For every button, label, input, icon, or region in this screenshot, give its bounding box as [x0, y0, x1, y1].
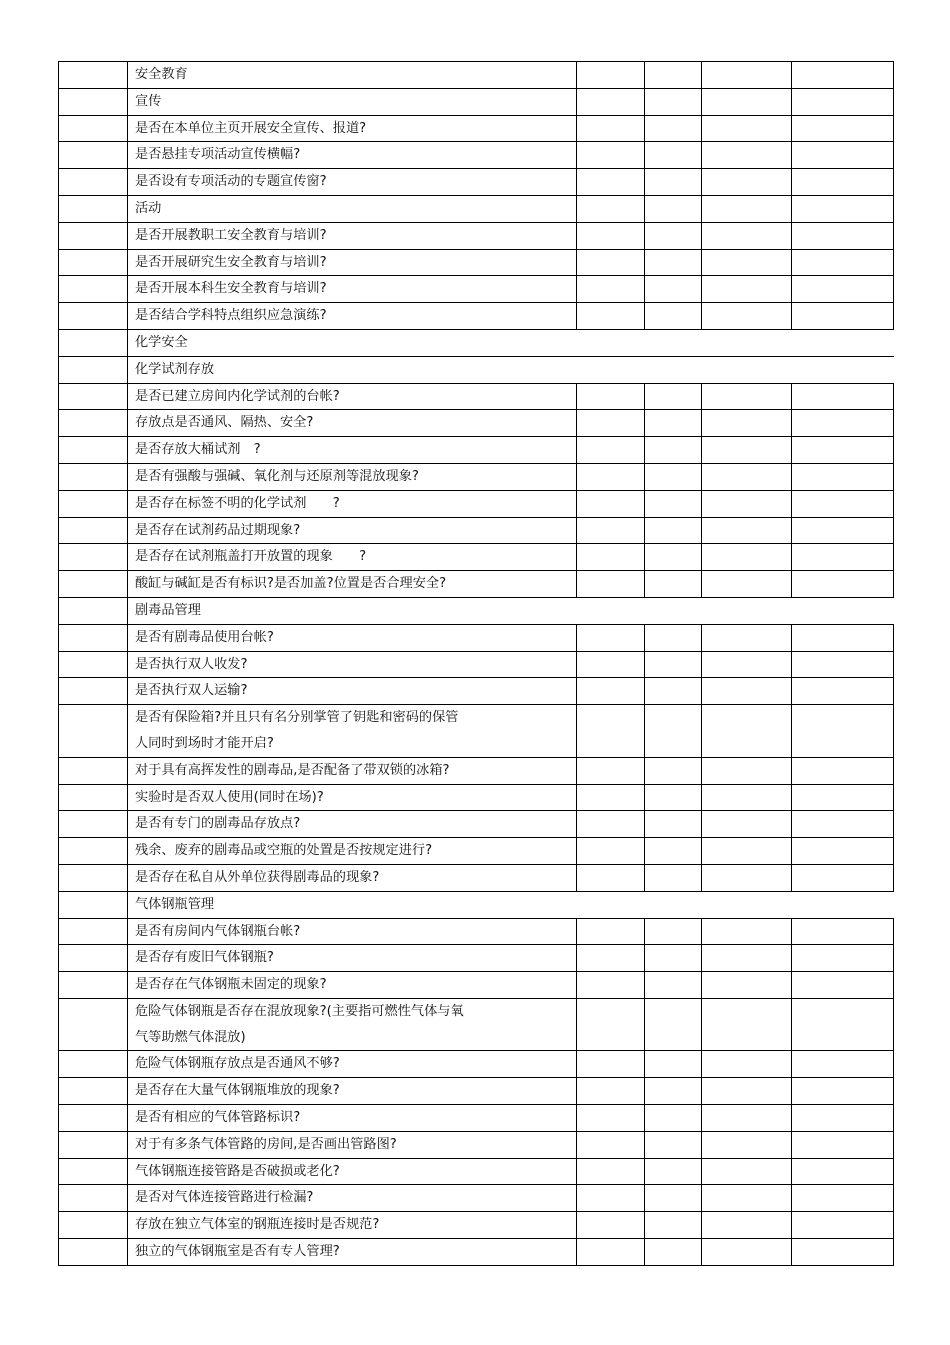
section-heading: 气体钢瓶管理	[128, 891, 894, 918]
table-row	[59, 115, 894, 142]
result-cell-4[interactable]	[792, 811, 894, 838]
check-item-text: 活动	[128, 195, 577, 222]
result-cell-1[interactable]	[577, 784, 645, 811]
result-cell-1[interactable]	[577, 195, 645, 222]
check-item-text: 是否有房间内气体钢瓶台帐?	[128, 918, 577, 945]
table-row	[59, 383, 894, 410]
result-cell-4[interactable]	[792, 757, 894, 784]
result-cell-1[interactable]	[577, 998, 645, 1051]
check-item-text: 对于具有高挥发性的剧毒品,是否配备了带双锁的冰箱?	[128, 757, 577, 784]
result-cell-1[interactable]	[577, 142, 645, 169]
row-index-cell	[59, 864, 128, 891]
result-cell-2[interactable]	[645, 1239, 702, 1266]
result-cell-4[interactable]	[792, 1051, 894, 1078]
result-cell-1[interactable]	[577, 1105, 645, 1132]
table-row	[59, 864, 894, 891]
check-item-text: 是否已建立房间内化学试剂的台帐?	[128, 383, 577, 410]
check-item-text: 危险气体钢瓶存放点是否通风不够?	[128, 1051, 577, 1078]
check-item-text: 是否存在试剂药品过期现象?	[128, 517, 577, 544]
result-cell-4[interactable]	[792, 651, 894, 678]
result-cell-3[interactable]	[702, 1239, 792, 1266]
result-cell-4[interactable]	[792, 276, 894, 303]
row-index-cell	[59, 571, 128, 598]
result-cell-4[interactable]	[792, 169, 894, 196]
row-index-cell	[59, 222, 128, 249]
row-index-cell	[59, 249, 128, 276]
result-cell-1[interactable]	[577, 249, 645, 276]
row-index-cell	[59, 998, 128, 1051]
result-cell-3[interactable]	[702, 864, 792, 891]
result-cell-3[interactable]	[702, 1212, 792, 1239]
check-item-text: 是否存在私自从外单位获得剧毒品的现象?	[128, 864, 577, 891]
result-cell-1[interactable]	[577, 1078, 645, 1105]
result-cell-4[interactable]	[792, 998, 894, 1051]
check-item-text: 是否对气体连接管路进行检漏?	[128, 1185, 577, 1212]
result-cell-2[interactable]	[645, 1051, 702, 1078]
check-item-text: 是否执行双人运输?	[128, 678, 577, 705]
check-item-text: 气体钢瓶连接管路是否破损或老化?	[128, 1158, 577, 1185]
result-cell-4[interactable]	[792, 1212, 894, 1239]
result-cell-4[interactable]	[792, 678, 894, 705]
row-index-cell	[59, 329, 128, 356]
result-cell-3[interactable]	[702, 222, 792, 249]
check-item-text: 是否悬挂专项活动宣传横幅?	[128, 142, 577, 169]
result-cell-1[interactable]	[577, 1212, 645, 1239]
result-cell-2[interactable]	[645, 945, 702, 972]
check-item-text: 安全教育	[128, 62, 577, 89]
table-row	[59, 624, 894, 651]
result-cell-4[interactable]	[792, 705, 894, 758]
result-cell-2[interactable]	[645, 88, 702, 115]
table-row	[59, 437, 894, 464]
result-cell-2[interactable]	[645, 998, 702, 1051]
result-cell-3[interactable]	[702, 517, 792, 544]
result-cell-3[interactable]	[702, 88, 792, 115]
check-item-text: 存放点是否通风、隔热、安全?	[128, 410, 577, 437]
result-cell-4[interactable]	[792, 490, 894, 517]
row-index-cell	[59, 624, 128, 651]
result-cell-2[interactable]	[645, 1158, 702, 1185]
result-cell-4[interactable]	[792, 1131, 894, 1158]
result-cell-3[interactable]	[702, 544, 792, 571]
result-cell-1[interactable]	[577, 410, 645, 437]
row-index-cell	[59, 1051, 128, 1078]
table-row	[59, 249, 894, 276]
result-cell-3[interactable]	[702, 115, 792, 142]
result-cell-1[interactable]	[577, 463, 645, 490]
result-cell-1[interactable]	[577, 115, 645, 142]
result-cell-4[interactable]	[792, 571, 894, 598]
check-item-text: 残余、废弃的剧毒品或空瓶的处置是否按规定进行?	[128, 838, 577, 865]
result-cell-3[interactable]	[702, 624, 792, 651]
table-row	[59, 918, 894, 945]
result-cell-4[interactable]	[792, 838, 894, 865]
result-cell-2[interactable]	[645, 1131, 702, 1158]
check-item-text: 是否存在标签不明的化学试剂 ?	[128, 490, 577, 517]
table-row	[59, 1105, 894, 1132]
result-cell-3[interactable]	[702, 705, 792, 758]
result-cell-3[interactable]	[702, 383, 792, 410]
result-cell-4[interactable]	[792, 303, 894, 330]
table-row	[59, 1212, 894, 1239]
result-cell-2[interactable]	[645, 410, 702, 437]
result-cell-1[interactable]	[577, 1239, 645, 1266]
result-cell-3[interactable]	[702, 651, 792, 678]
row-index-cell	[59, 1212, 128, 1239]
check-item-text: 是否开展教职工安全教育与培训?	[128, 222, 577, 249]
result-cell-2[interactable]	[645, 678, 702, 705]
table-row	[59, 811, 894, 838]
check-item-text: 是否有相应的气体管路标识?	[128, 1105, 577, 1132]
result-cell-3[interactable]	[702, 169, 792, 196]
result-cell-1[interactable]	[577, 490, 645, 517]
result-cell-4[interactable]	[792, 410, 894, 437]
result-cell-1[interactable]	[577, 757, 645, 784]
table-row	[59, 169, 894, 196]
row-index-cell	[59, 437, 128, 464]
check-item-text: 宣传	[128, 88, 577, 115]
row-index-cell	[59, 757, 128, 784]
check-item-text: 是否结合学科特点组织应急演练?	[128, 303, 577, 330]
result-cell-3[interactable]	[702, 437, 792, 464]
row-index-cell	[59, 62, 128, 89]
result-cell-2[interactable]	[645, 383, 702, 410]
result-cell-3[interactable]	[702, 1131, 792, 1158]
row-index-cell	[59, 811, 128, 838]
result-cell-1[interactable]	[577, 303, 645, 330]
result-cell-3[interactable]	[702, 463, 792, 490]
result-cell-1[interactable]	[577, 222, 645, 249]
result-cell-4[interactable]	[792, 918, 894, 945]
row-index-cell	[59, 784, 128, 811]
table-row	[59, 1158, 894, 1185]
result-cell-2[interactable]	[645, 142, 702, 169]
row-index-cell	[59, 838, 128, 865]
result-cell-1[interactable]	[577, 383, 645, 410]
result-cell-2[interactable]	[645, 864, 702, 891]
result-cell-2[interactable]	[645, 784, 702, 811]
result-cell-3[interactable]	[702, 195, 792, 222]
result-cell-3[interactable]	[702, 303, 792, 330]
result-cell-2[interactable]	[645, 1105, 702, 1132]
result-cell-4[interactable]	[792, 1185, 894, 1212]
result-cell-3[interactable]	[702, 490, 792, 517]
row-index-cell	[59, 891, 128, 918]
result-cell-4[interactable]	[792, 624, 894, 651]
result-cell-2[interactable]	[645, 463, 702, 490]
result-cell-4[interactable]	[792, 195, 894, 222]
table-row	[59, 88, 894, 115]
table-row	[59, 222, 894, 249]
result-cell-2[interactable]	[645, 838, 702, 865]
result-cell-2[interactable]	[645, 1212, 702, 1239]
row-index-cell	[59, 597, 128, 624]
row-index-cell	[59, 303, 128, 330]
row-index-cell	[59, 1239, 128, 1266]
check-item-text: 是否有保险箱?并且只有名分别掌管了钥匙和密码的保管 人同时到场时才能开启?	[128, 705, 577, 758]
check-item-text: 是否存在试剂瓶盖打开放置的现象 ?	[128, 544, 577, 571]
table-row	[59, 1078, 894, 1105]
result-cell-2[interactable]	[645, 624, 702, 651]
result-cell-2[interactable]	[645, 490, 702, 517]
table-row	[59, 517, 894, 544]
section-row	[59, 891, 894, 918]
result-cell-2[interactable]	[645, 757, 702, 784]
result-cell-4[interactable]	[792, 945, 894, 972]
result-cell-4[interactable]	[792, 517, 894, 544]
result-cell-3[interactable]	[702, 1185, 792, 1212]
row-index-cell	[59, 276, 128, 303]
result-cell-2[interactable]	[645, 544, 702, 571]
result-cell-3[interactable]	[702, 1105, 792, 1132]
row-index-cell	[59, 142, 128, 169]
table-row	[59, 838, 894, 865]
result-cell-4[interactable]	[792, 784, 894, 811]
table-row	[59, 998, 894, 1051]
result-cell-4[interactable]	[792, 544, 894, 571]
result-cell-2[interactable]	[645, 249, 702, 276]
result-cell-1[interactable]	[577, 678, 645, 705]
result-cell-4[interactable]	[792, 62, 894, 89]
row-index-cell	[59, 383, 128, 410]
result-cell-1[interactable]	[577, 544, 645, 571]
table-row	[59, 705, 894, 758]
result-cell-3[interactable]	[702, 838, 792, 865]
result-cell-1[interactable]	[577, 169, 645, 196]
check-item-text: 存放在独立气体室的钢瓶连接时是否规范?	[128, 1212, 577, 1239]
table-row	[59, 1051, 894, 1078]
result-cell-3[interactable]	[702, 62, 792, 89]
row-index-cell	[59, 1078, 128, 1105]
result-cell-1[interactable]	[577, 276, 645, 303]
result-cell-4[interactable]	[792, 383, 894, 410]
row-index-cell	[59, 115, 128, 142]
result-cell-1[interactable]	[577, 1131, 645, 1158]
table-row	[59, 410, 894, 437]
result-cell-2[interactable]	[645, 303, 702, 330]
check-item-text: 独立的气体钢瓶室是否有专人管理?	[128, 1239, 577, 1266]
result-cell-2[interactable]	[645, 811, 702, 838]
result-cell-3[interactable]	[702, 918, 792, 945]
result-cell-2[interactable]	[645, 972, 702, 999]
result-cell-4[interactable]	[792, 222, 894, 249]
section-heading: 化学试剂存放	[128, 356, 894, 383]
table-row	[59, 571, 894, 598]
row-index-cell	[59, 1105, 128, 1132]
table-row	[59, 678, 894, 705]
section-heading: 化学安全	[128, 329, 894, 356]
check-item-text: 危险气体钢瓶是否存在混放现象?(主要指可燃性气体与氧 气等助燃气体混放)	[128, 998, 577, 1051]
result-cell-3[interactable]	[702, 571, 792, 598]
result-cell-1[interactable]	[577, 972, 645, 999]
result-cell-1[interactable]	[577, 1158, 645, 1185]
check-item-text: 是否有强酸与强碱、氧化剂与还原剂等混放现象?	[128, 463, 577, 490]
table-row	[59, 544, 894, 571]
check-item-text: 是否开展研究生安全教育与培训?	[128, 249, 577, 276]
row-index-cell	[59, 1131, 128, 1158]
result-cell-2[interactable]	[645, 195, 702, 222]
result-cell-1[interactable]	[577, 1051, 645, 1078]
table-row	[59, 276, 894, 303]
row-index-cell	[59, 945, 128, 972]
result-cell-4[interactable]	[792, 88, 894, 115]
row-index-cell	[59, 651, 128, 678]
result-cell-2[interactable]	[645, 1185, 702, 1212]
result-cell-1[interactable]	[577, 651, 645, 678]
check-item-text: 对于有多条气体管路的房间,是否画出管路图?	[128, 1131, 577, 1158]
table-row	[59, 62, 894, 89]
check-item-text: 是否存放大桶试剂 ?	[128, 437, 577, 464]
row-index-cell	[59, 972, 128, 999]
table-row	[59, 651, 894, 678]
result-cell-4[interactable]	[792, 437, 894, 464]
result-cell-4[interactable]	[792, 1239, 894, 1266]
safety-checklist-table	[58, 61, 894, 1266]
result-cell-4[interactable]	[792, 142, 894, 169]
result-cell-1[interactable]	[577, 88, 645, 115]
row-index-cell	[59, 678, 128, 705]
result-cell-1[interactable]	[577, 811, 645, 838]
result-cell-4[interactable]	[792, 1158, 894, 1185]
section-heading: 剧毒品管理	[128, 597, 894, 624]
check-item-text: 是否有专门的剧毒品存放点?	[128, 811, 577, 838]
table-row	[59, 1131, 894, 1158]
row-index-cell	[59, 517, 128, 544]
result-cell-3[interactable]	[702, 811, 792, 838]
row-index-cell	[59, 705, 128, 758]
row-index-cell	[59, 169, 128, 196]
result-cell-3[interactable]	[702, 249, 792, 276]
checklist-body	[59, 62, 894, 1266]
check-item-text: 是否存有废旧气体钢瓶?	[128, 945, 577, 972]
result-cell-3[interactable]	[702, 142, 792, 169]
table-row	[59, 142, 894, 169]
result-cell-3[interactable]	[702, 998, 792, 1051]
result-cell-3[interactable]	[702, 945, 792, 972]
result-cell-3[interactable]	[702, 784, 792, 811]
result-cell-1[interactable]	[577, 1185, 645, 1212]
table-row	[59, 1185, 894, 1212]
result-cell-1[interactable]	[577, 571, 645, 598]
row-index-cell	[59, 918, 128, 945]
result-cell-3[interactable]	[702, 276, 792, 303]
table-row	[59, 784, 894, 811]
result-cell-1[interactable]	[577, 437, 645, 464]
check-item-text: 是否设有专项活动的专题宣传窗?	[128, 169, 577, 196]
result-cell-1[interactable]	[577, 945, 645, 972]
result-cell-2[interactable]	[645, 651, 702, 678]
check-item-text: 是否开展本科生安全教育与培训?	[128, 276, 577, 303]
result-cell-2[interactable]	[645, 222, 702, 249]
result-cell-4[interactable]	[792, 115, 894, 142]
result-cell-1[interactable]	[577, 918, 645, 945]
table-row	[59, 463, 894, 490]
result-cell-4[interactable]	[792, 972, 894, 999]
row-index-cell	[59, 490, 128, 517]
result-cell-2[interactable]	[645, 1078, 702, 1105]
row-index-cell	[59, 544, 128, 571]
result-cell-3[interactable]	[702, 1158, 792, 1185]
row-index-cell	[59, 1158, 128, 1185]
section-row	[59, 356, 894, 383]
check-item-text: 酸缸与碱缸是否有标识?是否加盖?位置是否合理安全?	[128, 571, 577, 598]
result-cell-4[interactable]	[792, 864, 894, 891]
check-item-text: 是否存在气体钢瓶未固定的现象?	[128, 972, 577, 999]
row-index-cell	[59, 88, 128, 115]
check-item-text: 是否存在大量气体钢瓶堆放的现象?	[128, 1078, 577, 1105]
result-cell-3[interactable]	[702, 757, 792, 784]
section-row	[59, 597, 894, 624]
result-cell-2[interactable]	[645, 705, 702, 758]
result-cell-2[interactable]	[645, 571, 702, 598]
table-row	[59, 1239, 894, 1266]
result-cell-3[interactable]	[702, 678, 792, 705]
row-index-cell	[59, 1185, 128, 1212]
row-index-cell	[59, 410, 128, 437]
result-cell-3[interactable]	[702, 410, 792, 437]
result-cell-1[interactable]	[577, 517, 645, 544]
result-cell-1[interactable]	[577, 838, 645, 865]
table-row	[59, 195, 894, 222]
check-item-text: 是否有剧毒品使用台帐?	[128, 624, 577, 651]
result-cell-1[interactable]	[577, 864, 645, 891]
row-index-cell	[59, 463, 128, 490]
check-item-text: 实验时是否双人使用(同时在场)?	[128, 784, 577, 811]
result-cell-3[interactable]	[702, 1078, 792, 1105]
check-item-text: 是否在本单位主页开展安全宣传、报道?	[128, 115, 577, 142]
result-cell-2[interactable]	[645, 918, 702, 945]
result-cell-3[interactable]	[702, 1051, 792, 1078]
result-cell-4[interactable]	[792, 1078, 894, 1105]
result-cell-2[interactable]	[645, 62, 702, 89]
table-row	[59, 303, 894, 330]
row-index-cell	[59, 195, 128, 222]
table-row	[59, 945, 894, 972]
result-cell-4[interactable]	[792, 463, 894, 490]
result-cell-2[interactable]	[645, 437, 702, 464]
check-item-text: 是否执行双人收发?	[128, 651, 577, 678]
result-cell-3[interactable]	[702, 972, 792, 999]
section-row	[59, 329, 894, 356]
checklist-sheet	[58, 61, 893, 1266]
result-cell-4[interactable]	[792, 249, 894, 276]
result-cell-2[interactable]	[645, 517, 702, 544]
result-cell-2[interactable]	[645, 169, 702, 196]
table-row	[59, 757, 894, 784]
result-cell-1[interactable]	[577, 624, 645, 651]
result-cell-2[interactable]	[645, 276, 702, 303]
result-cell-1[interactable]	[577, 62, 645, 89]
result-cell-2[interactable]	[645, 115, 702, 142]
table-row	[59, 490, 894, 517]
row-index-cell	[59, 356, 128, 383]
table-row	[59, 972, 894, 999]
result-cell-1[interactable]	[577, 705, 645, 758]
result-cell-4[interactable]	[792, 1105, 894, 1132]
